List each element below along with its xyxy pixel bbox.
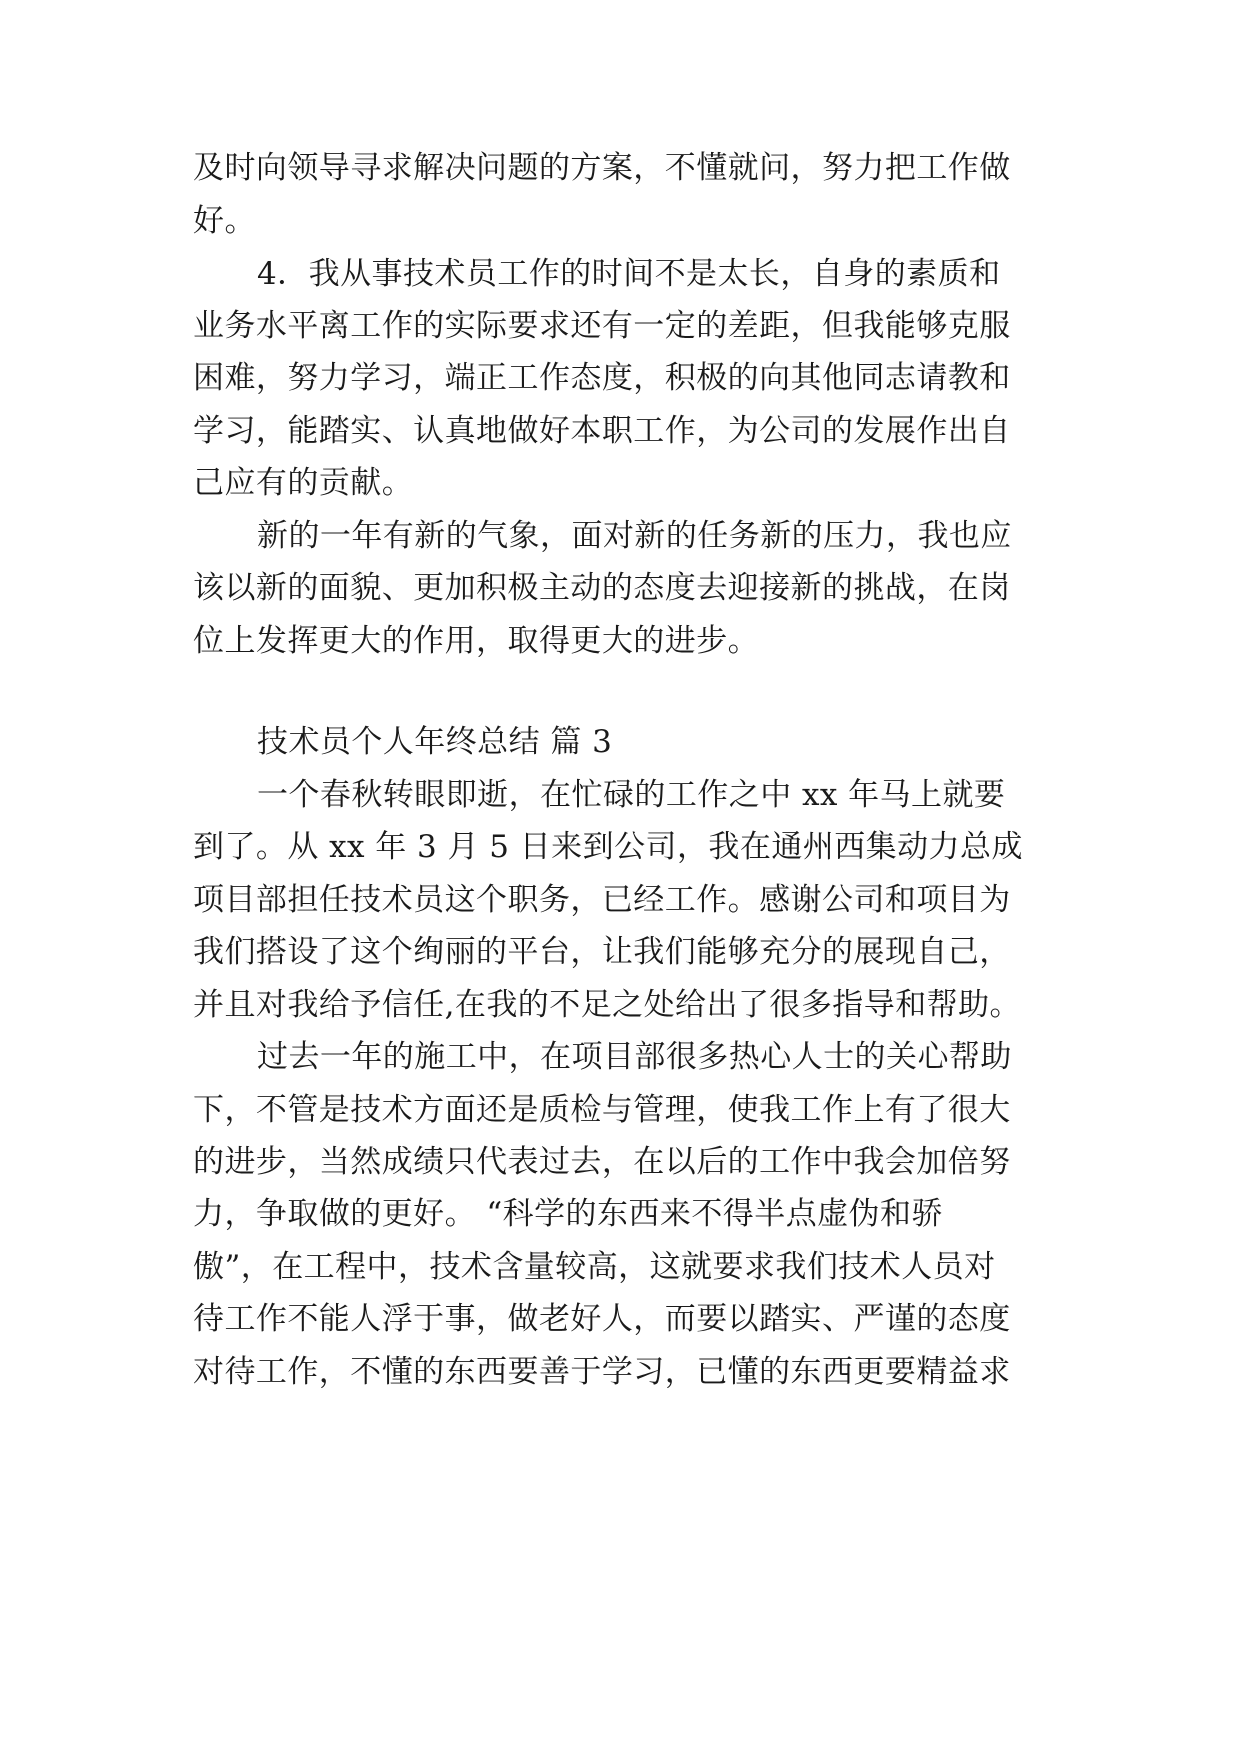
text-line: 的进步，当然成绩只代表过去，在以后的工作中我会加倍努 [193,1144,1011,1180]
text-line: 学习，能踏实、认真地做好本职工作，为公司的发展作出自 [193,413,1011,449]
text-line: 项目部担任技术员这个职务，已经工作。感谢公司和项目为 [193,882,1011,918]
text-line: 力，争取做的更好。 “科学的东西来不得半点虚伪和骄 [193,1196,943,1232]
text-line: 新的一年有新的气象，面对新的任务新的压力，我也应 [257,518,1012,554]
section-heading: 技术员个人年终总结 篇 3 [257,724,613,760]
text-line: 傲”，在工程中，技术含量较高，这就要求我们技术人员对 [193,1249,996,1285]
text-line: 过去一年的施工中，在项目部很多热心人士的关心帮助 [257,1039,1012,1075]
text-line: 对待工作，不懂的东西要善于学习，已懂的东西更要精益求 [193,1354,1011,1390]
text-line: 并且对我给予信任,在我的不足之处给出了很多指导和帮助。 [193,987,1022,1023]
text-line: 到了。从 xx 年 3 月 5 日来到公司，我在通州西集动力总成 [193,829,1023,865]
text-line: 好。 [193,203,256,239]
text-line: 待工作不能人浮于事，做老好人，而要以踏实、严谨的态度 [193,1301,1011,1337]
text-line: 位上发挥更大的作用，取得更大的进步。 [193,623,760,659]
text-line: 下，不管是技术方面还是质检与管理，使我工作上有了很大 [193,1092,1011,1128]
text-line: 及时向领导寻求解决问题的方案，不懂就问，努力把工作做 [193,150,1011,186]
text-line: 业务水平离工作的实际要求还有一定的差距，但我能够克服 [193,308,1011,344]
text-line: 我们搭设了这个绚丽的平台，让我们能够充分的展现自己， [193,934,1011,970]
text-line: 己应有的贡献。 [193,465,414,501]
text-line: 4．我从事技术员工作的时间不是太长，自身的素质和 [257,256,1001,292]
text-line: 困难，努力学习，端正工作态度，积极的向其他同志请教和 [193,360,1011,396]
text-line: 一个春秋转眼即逝，在忙碌的工作之中 xx 年马上就要 [257,777,1006,813]
text-line: 该以新的面貌、更加积极主动的态度去迎接新的挑战，在岗 [193,570,1011,606]
